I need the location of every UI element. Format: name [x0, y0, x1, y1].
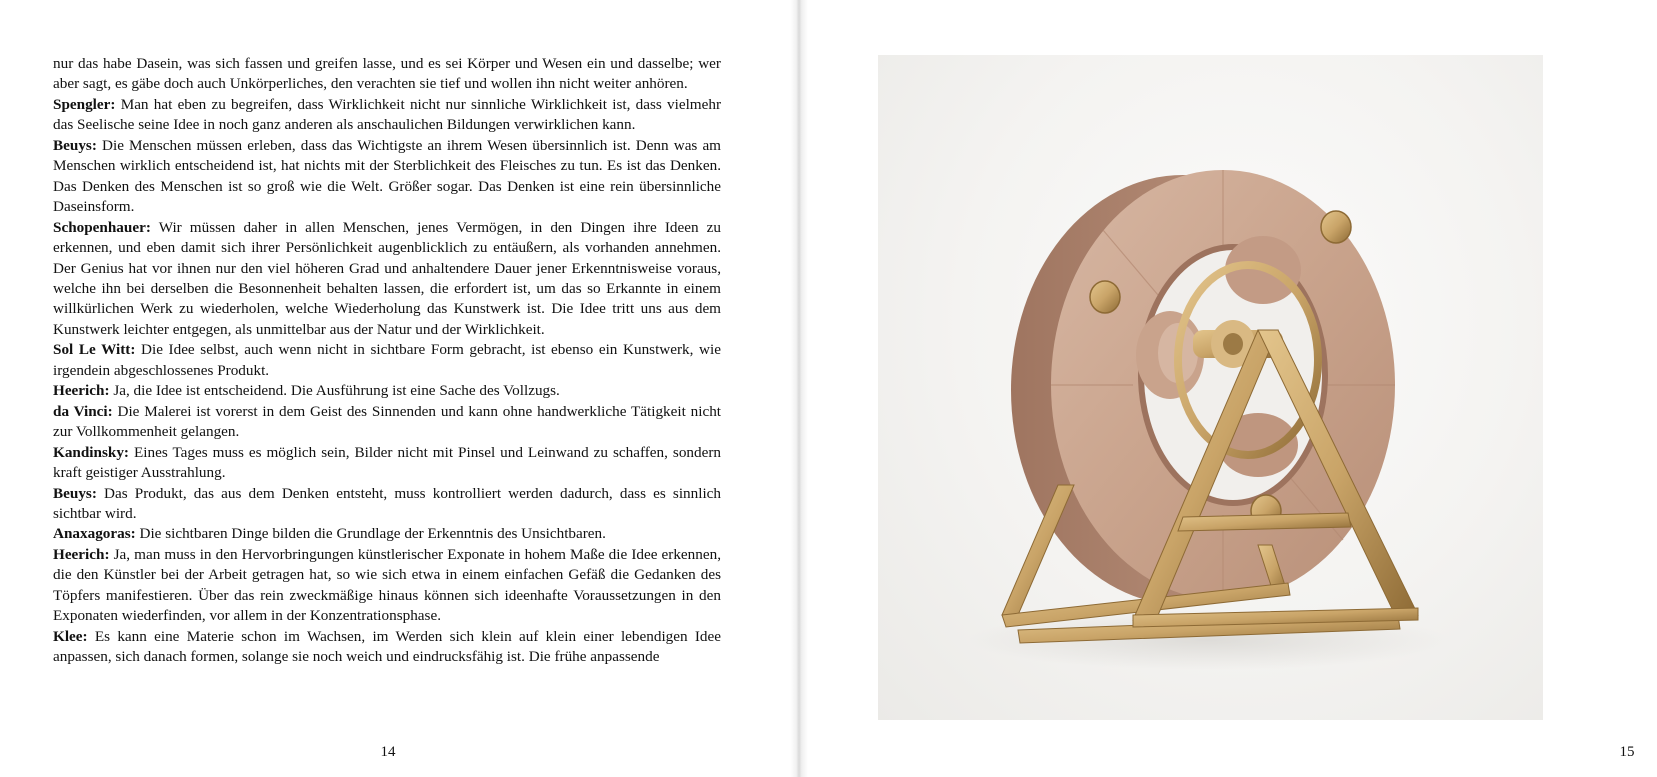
speaker-name: Heerich:: [53, 382, 110, 400]
paragraph: [53, 402, 721, 443]
paragraph-text: Die sichtbaren Dinge bilden die Grundlage der Erkenntnis des Unsichtbaren.: [139, 525, 606, 543]
speaker-name: Sol Le Witt:: [53, 341, 136, 359]
paragraph: [53, 381, 721, 401]
paragraph: [53, 218, 721, 341]
paragraph-text: Man hat eben zu begreifen, dass Wirklichkeit nicht nur sinnliche Wirklichkeit ist, dass vielmehr das Seelische seine Idee in noch ganz anderen als anschaulichen Bildungen verwirklichen kann.: [53, 95, 722, 134]
speaker-name: Beuys:: [53, 484, 97, 502]
speaker-name: Anaxagoras:: [53, 525, 136, 543]
speaker-name: Heerich:: [53, 545, 110, 563]
paragraph: [53, 545, 721, 627]
paragraph-text: Es kann eine Materie schon im Wachsen, im Werden sich klein auf klein einer lebendigen Idee anpassen, sich danach formen, solange sie noch weich und eindrucksfähig ist. Die frühe anpassende: [53, 627, 721, 666]
paragraph-text: Die Idee selbst, auch wenn nicht in sichtbare Form gebracht, ist ebenso ein Kunstwerk, wie irgendein abgeschlossenes Produkt.: [53, 341, 721, 379]
paragraph-text: Ja, die Idee ist entscheidend. Die Ausführung ist eine Sache des Vollzugs.: [113, 382, 560, 400]
speaker-name: Spengler:: [53, 95, 116, 113]
paragraph: [53, 136, 721, 218]
speaker-name: Klee:: [53, 627, 88, 645]
sculpture-photo: [878, 55, 1543, 720]
paragraph-text: nur das habe Dasein, was sich fassen und greifen lasse, und es sei Körper und Wesen ein und dasselbe; wer aber sagt, es gäbe doch auch Unkörperliches, den verachten sie tief und wollen ihn nicht weiter anhören.: [53, 55, 721, 93]
paragraph-text: Das Produkt, das aus dem Denken entsteht, muss kontrolliert werden dadurch, dass es sinnlich sichtbar wird.: [53, 484, 722, 522]
paragraph-text: Die Menschen müssen erleben, dass das Wichtigste an ihrem Wesen übersinnlich ist. Denn was am Menschen wirklich entscheidend ist, hat nichts mit der Sterblichkeit des Fleisches zu tun. Es ist das Denken. Das Denken des Menschen ist so groß wie die Welt. Größer sogar. Das Denken ist eine rein übersinnliche Daseinsform.: [53, 136, 722, 216]
speaker-name: Schopenhauer:: [53, 218, 151, 236]
body-text: [53, 54, 721, 668]
page-gutter: [790, 0, 808, 777]
paragraph-text: Wir müssen daher in allen Menschen, jenes Vermögen, in den Dingen ihre Ideen zu erkennen, und eben damit sich ihrer Persönlichkeit augenblicklich zu entäußern, als vorhanden annehmen. Der Genius hat vor ihnen nur den viel höheren Grad und anhaltendere Dauer jener Erkenntnisweise voraus, welche ihn bei derselben die Besonnenheit behalten lassen, die erfordert ist, um das so Erkannte in einem willkürlichen Werk zu wiederholen, welche Wiederholung das Kunstwerk ist. Die Idee tritt uns aus dem Kunstwerk leichter entgegen, als unmittelbar aus der Natur und der Wirklichkeit.: [53, 218, 721, 338]
right-page: [798, 0, 1635, 777]
paragraph: [53, 524, 721, 544]
speaker-name: Beuys:: [53, 136, 97, 154]
speaker-name: da Vinci:: [53, 402, 113, 420]
paragraph: [53, 95, 721, 136]
paragraph: [53, 484, 721, 525]
paragraph: [53, 627, 721, 668]
left-page: [0, 0, 798, 777]
page-number-left: 14: [380, 744, 396, 760]
page-number-right: 15: [1619, 744, 1635, 760]
paragraph: [53, 54, 721, 95]
paragraph-text: Eines Tages muss es möglich sein, Bilder nicht mit Pinsel und Leinwand zu schaffen, sondern kraft geistiger Ausstrahlung.: [53, 443, 722, 482]
paragraph: [53, 443, 721, 484]
speaker-name: Kandinsky:: [53, 443, 129, 461]
paragraph-text: Ja, man muss in den Hervorbringungen künstlerischer Exponate in hohem Maße die Idee erkennen, die den Künstler bei der Arbeit getragen hat, so wie sich etwa in einem einfachen Gefäß die Gedanken des Töpfers manifestieren. Über das rein zweckmäßige hinaus können sich ideenhafte Voraussetzungen in den Exponaten wiederfinden, vor allem in der Konzentrationsphase.: [53, 545, 721, 625]
paragraph-text: Die Malerei ist vorerst in dem Geist des Sinnenden und kann ohne handwerkliche Tätigkeit nicht zur Vollkommenheit gelangen.: [53, 402, 722, 441]
paragraph: [53, 340, 721, 381]
